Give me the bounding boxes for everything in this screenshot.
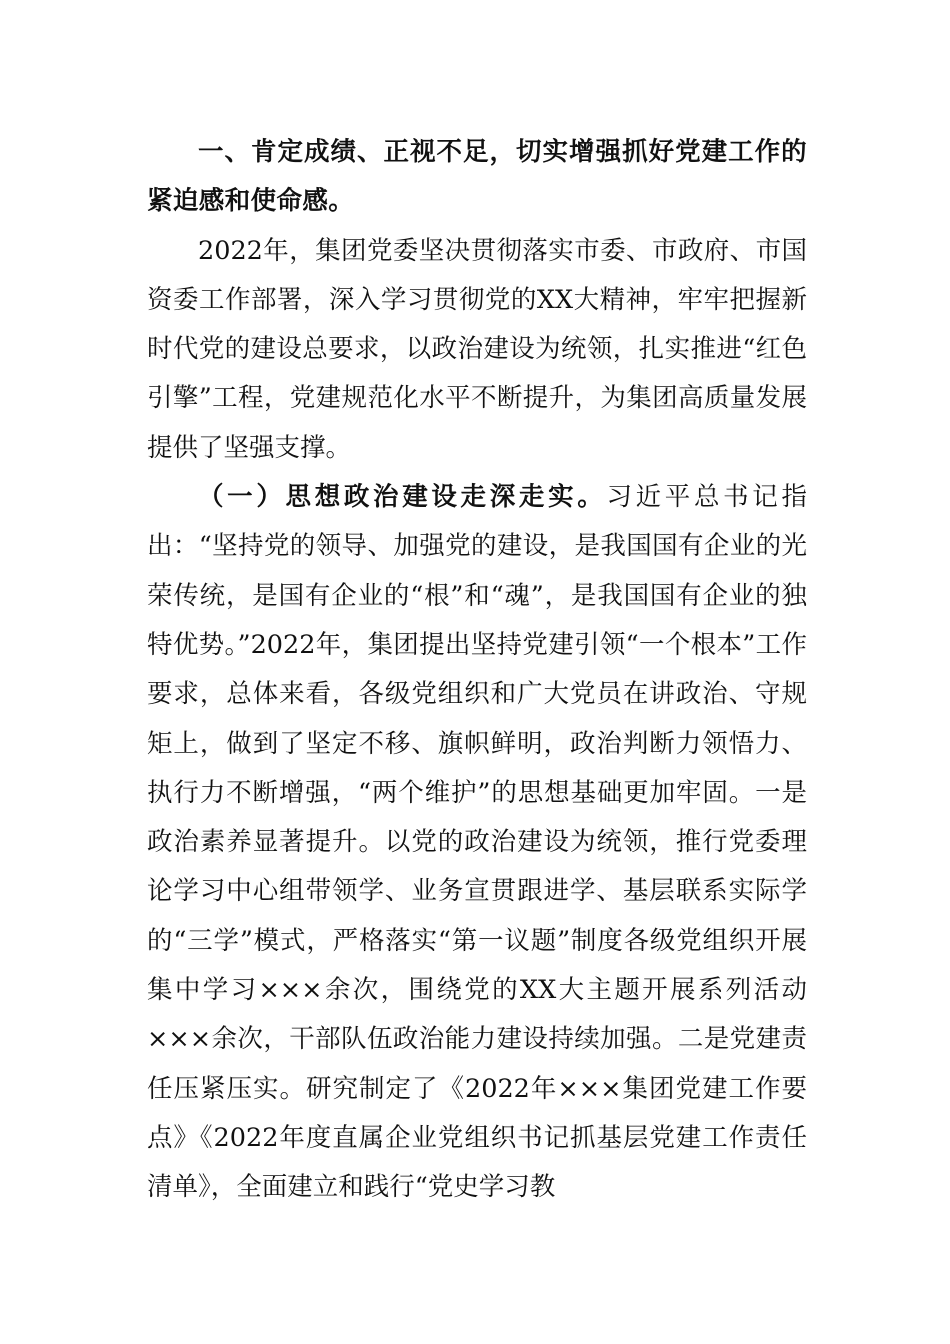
intro-paragraph: 2022年，集团党委坚决贯彻落实市委、市政府、市国资委工作部署，深入学习贯彻党的XX大精神，牢牢把握新时代党的建设总要求，以政治建设为统领，扎实推进“红色引擎”工程，党建规范化水平不断提升，为集团高质量发展提供了坚强支撑。 [147, 235, 807, 463]
document-body [147, 128, 807, 1213]
section1-body: 习近平总书记指出：“坚持党的领导、加强党的建设，是我国国有企业的光荣传统，是国有企业的“根”和“魂”，是我国国有企业的独特优势。”2022年，集团提出坚持党建引领“一个根本”工作要求，总体来看，各级党组织和广大党员在讲政治、守规矩上，做到了坚定不移、旗帜鲜明，政治判断力领悟力、执行力不断增强，“两个维护”的思想基础更加牢固。一是政治素养显著提升。以党的政治建设为统领，推行党委理论学习中心组带领学、业务宣贯跟进学、基层联系实际学的“三学”模式，严格落实“第一议题”制度各级党组织开展集中学习×××余次，围绕党的XX大主题开展系列活动×××余次，干部队伍政治能力建设持续加强。二是党建责任压紧压实。研究制定了《2022年×××集团党建工作要点》《2022年度直属企业党组织书记抓基层党建工作责任清单》，全面建立和践行“党史学习教 [147, 482, 807, 1203]
section-heading: 一、肯定成绩、正视不足，切实增强抓好党建工作的紧迫感和使命感。 [147, 137, 807, 217]
section1-paragraph [147, 473, 807, 1212]
section1-title: （一）思想政治建设走深走实。 [198, 482, 607, 513]
